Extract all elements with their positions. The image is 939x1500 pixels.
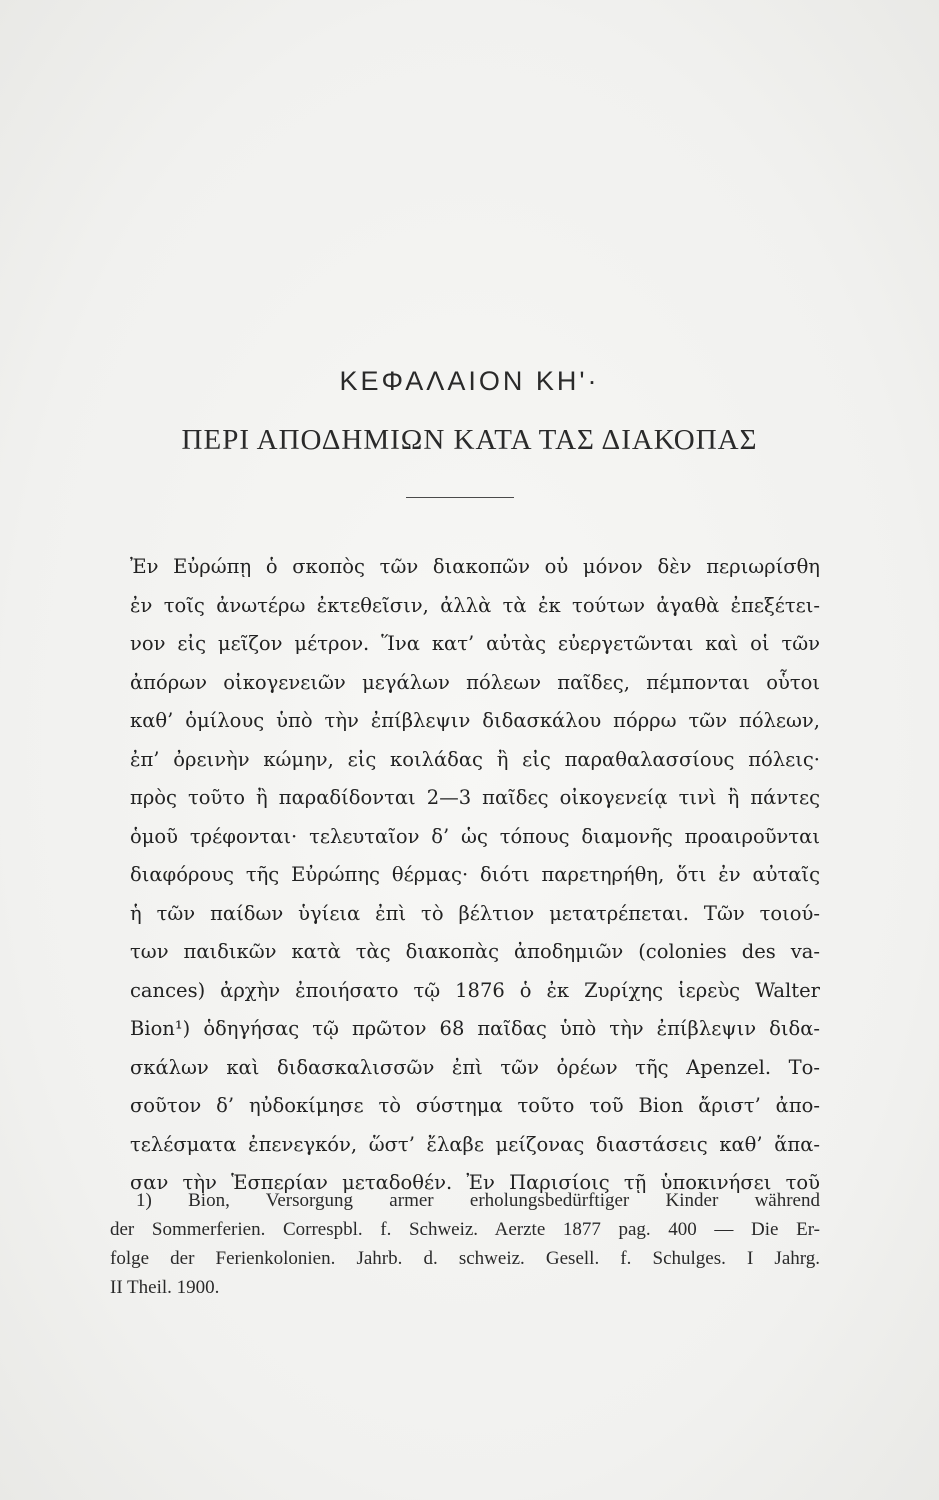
body-line: σαν τὴν Ἑσπερίαν μεταδοθέν. Ἐν Παρισίοις τῇ ὑποκινήσει τοῦ bbox=[130, 1171, 820, 1194]
body-text bbox=[130, 548, 820, 1203]
footnote-line: der Sommerferien. Correspbl. f. Schweiz. Aerzte 1877 pag. 400 — Die Er- bbox=[110, 1219, 820, 1240]
body-line: cances) ἀρχὴν ἐποιήσατο τῷ 1876 ὁ ἐκ Ζυρίχης ἱερεὺς Walter bbox=[130, 978, 820, 1002]
body-line: σοῦτον δ’ ηὐδοκίμησε τὸ σύστημα τοῦτο τοῦ Bion ἄριστ’ ἀπο- bbox=[130, 1094, 820, 1117]
body-line: ὁμοῦ τρέφονται· τελευταῖον δ’ ὡς τόπους διαμονῆς προαιροῦνται bbox=[130, 824, 820, 848]
body-line: διαφόρους τῆς Εὐρώπης θέρμας· διότι παρετηρήθη, ὅτι ἐν αὐταῖς bbox=[130, 863, 820, 886]
body-line: Bion¹) ὁδηγήσας τῷ πρῶτον 68 παῖδας ὑπὸ τὴν ἐπίβλεψιν διδα- bbox=[130, 1017, 820, 1040]
body-line: ἐν τοῖς ἀνωτέρω ἐκτεθεῖσιν, ἀλλὰ τὰ ἐκ τούτων ἀγαθὰ ἐπεξέτει- bbox=[130, 593, 820, 617]
footnote-line: 1) Bion, Versorgung armer erholungsbedürftiger Kinder während bbox=[136, 1190, 820, 1211]
body-line: πρὸς τοῦτο ἢ παραδίδονται 2—3 παῖδες οἰκογενείᾳ τινὶ ἢ πάντες bbox=[130, 786, 820, 809]
title-divider bbox=[406, 497, 514, 498]
body-line: ἀπόρων οἰκογενειῶν μεγάλων πόλεων παῖδες, πέμπονται οὗτοι bbox=[130, 670, 820, 694]
body-line: τελέσματα ἐπενεγκόν, ὥστ’ ἔλαβε μείζονας διαστάσεις καθ’ ἅπα- bbox=[130, 1132, 820, 1156]
chapter-label: ΚΕΦΑΛΑΙΟΝ ΚΗʹ· bbox=[339, 366, 600, 396]
footnote-line: folge der Ferienkolonien. Jahrb. d. schweiz. Gesell. f. Schulges. I Jahrg. bbox=[110, 1248, 820, 1269]
body-line: νον εἰς μεῖζον μέτρον. Ἵνα κατ’ αὐτὰς εὐεργετῶνται καὶ οἱ τῶν bbox=[130, 632, 820, 655]
body-line: ἡ τῶν παίδων ὑγίεια ἐπὶ τὸ βέλτιον μετατρέπεται. Τῶν τοιού- bbox=[130, 901, 820, 925]
body-line: των παιδικῶν κατὰ τὰς διακοπὰς ἀποδημιῶν (colonies des va- bbox=[130, 940, 820, 963]
chapter-title: ΠΕΡΙ ΑΠΟΔΗΜΙΩΝ ΚΑΤΑ ΤΑΣ ΔΙΑΚΟΠΑΣ bbox=[181, 424, 758, 456]
body-line: ἐπ’ ὀρεινὴν κώμην, εἰς κοιλάδας ἢ εἰς παραθαλασσίους πόλεις· bbox=[130, 747, 820, 771]
body-line: καθ’ ὁμίλους ὑπὸ τὴν ἐπίβλεψιν διδασκάλου πόρρω τῶν πόλεων, bbox=[130, 709, 820, 732]
body-line: Ἐν Εὐρώπῃ ὁ σκοπὸς τῶν διακοπῶν οὐ μόνον δὲν περιωρίσθη bbox=[130, 555, 820, 578]
footnote-line: II Theil. 1900. bbox=[110, 1277, 220, 1298]
footnote bbox=[110, 1186, 820, 1302]
body-line: σκάλων καὶ διδασκαλισσῶν ἐπὶ τῶν ὀρέων τῆς Apenzel. Το- bbox=[130, 1055, 820, 1079]
